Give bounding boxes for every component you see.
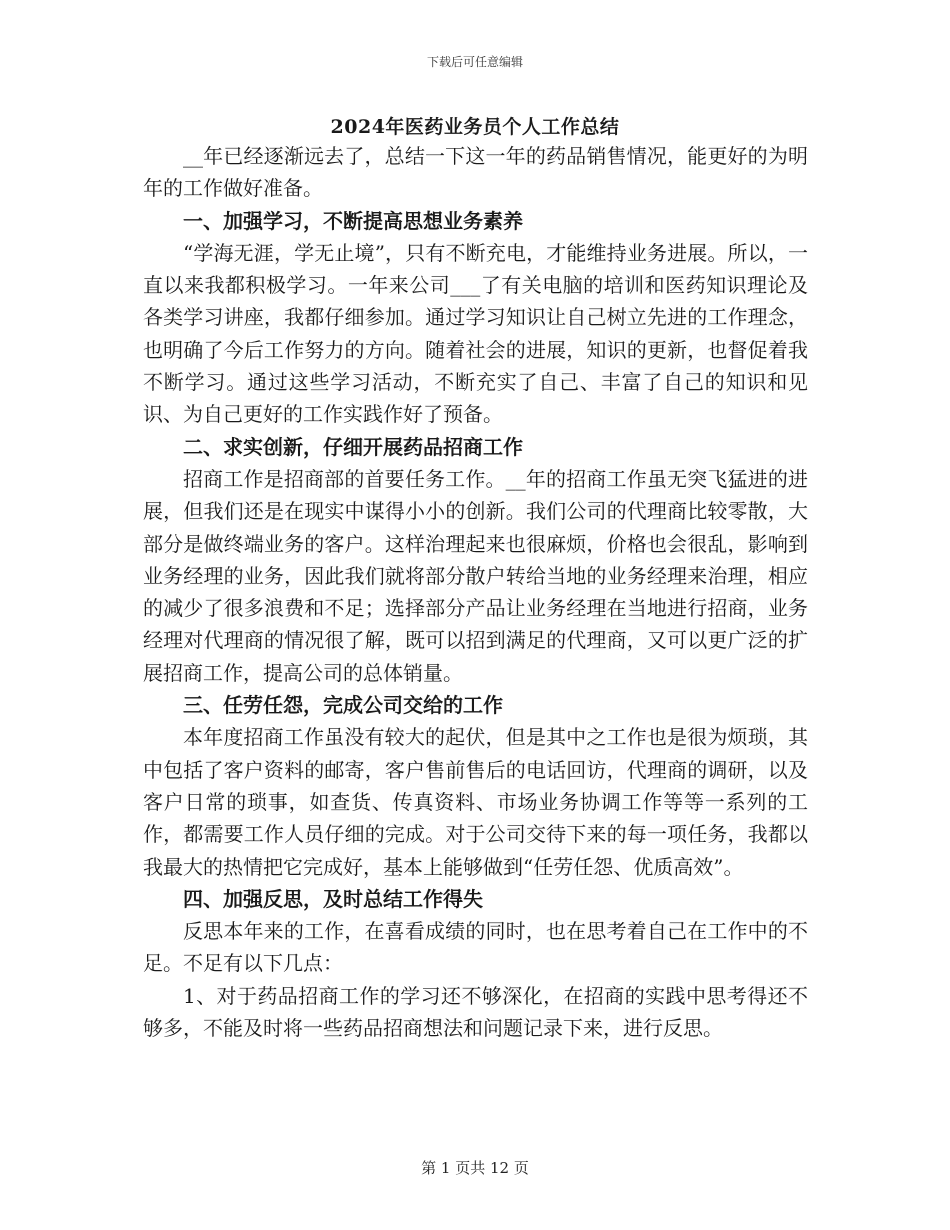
section-heading-4: 四、加强反思，及时总结工作得失 xyxy=(183,886,483,911)
intro-paragraph: __年已经逐渐远去了，总结一下这一年的药品销售情况，能更好的为明年的工作做好准备。 xyxy=(143,144,808,201)
section-4-paragraph: 反思本年来的工作，在喜看成绩的同时，也在思考着自己在工作中的不足。不足有以下几点： xyxy=(143,919,808,976)
section-3-paragraph: 本年度招商工作虽没有较大的起伏，但是其中之工作也是很为烦琐，其中包括了客户资料的邮寄，客户售前售后的电话回访，代理商的调研，以及客户日常的琐事，如查货、传真资料、市场业务协调工作等等一系列的工作，都需要工作人员仔细的完成。对于公司交待下来的每一项任务，我都以我最大的热情把它完成好，基本上能够做到“任劳任怨、优质高效”。 xyxy=(143,725,808,879)
download-note: 下载后可任意编辑 xyxy=(426,55,523,69)
section-heading-3: 三、任劳任怨，完成公司交给的工作 xyxy=(183,693,503,718)
section-heading-1: 一、加强学习，不断提高思想业务素养 xyxy=(183,208,523,233)
document-body xyxy=(143,140,808,1044)
section-2-paragraph: 招商工作是招商部的首要任务工作。__年的招商工作虽无突飞猛进的进展，但我们还是在现实中谋得小小的创新。我们公司的代理商比较零散，大部分是做终端业务的客户。这样治理起来也很麻烦，价格也会很乱，影响到业务经理的业务，因此我们就将部分散户转给当地的业务经理来治理，相应的减少了很多浪费和不足；选择部分产品让业务经理在当地进行招商，业务经理对代理商的情况很了解，既可以招到满足的代理商，又可以更广泛的扩展招商工作，提高公司的总体销量。 xyxy=(143,466,808,685)
section-1-paragraph: “学海无涯，学无止境”，只有不断充电，才能维持业务进展。所以，一直以来我都积极学习。一年来公司___了有关电脑的培训和医药知识理论及各类学习讲座，我都仔细参加。通过学习知识让自己树立先进的工作理念，也明确了今后工作努力的方向。随着社会的进展，知识的更新，也督促着我不断学习。通过这些学习活动，不断充实了自己、丰富了自己的知识和见识、为自己更好的工作实践作好了预备。 xyxy=(143,240,808,427)
list-item-1: 1、对于药品招商工作的学习还不够深化，在招商的实践中思考得还不够多，不能及时将一些药品招商想法和问题记录下来，进行反思。 xyxy=(143,983,808,1041)
document-title: 2024年医药业务员个人工作总结 xyxy=(330,116,620,138)
section-heading-2: 二、求实创新，仔细开展药品招商工作 xyxy=(183,434,523,459)
page-number-footer: 第 1 页共 12 页 xyxy=(421,1159,529,1177)
